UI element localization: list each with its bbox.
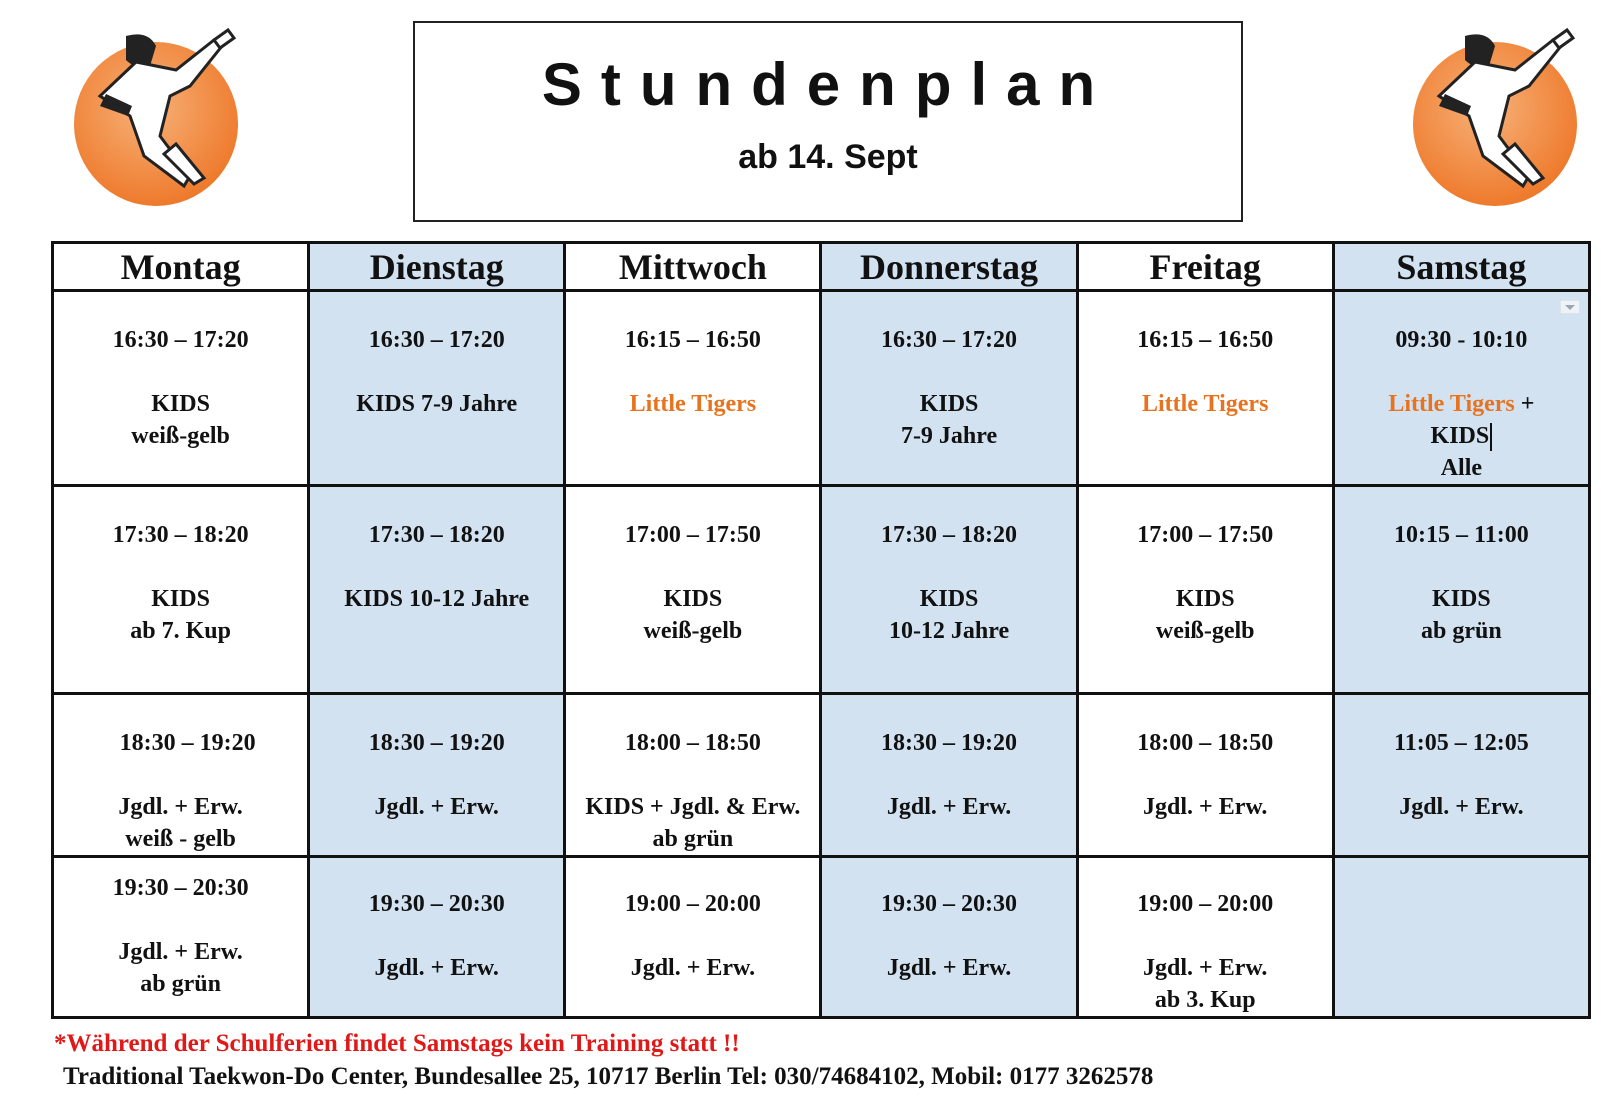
class-time: 18:00 – 18:50	[624, 730, 761, 756]
schedule-cell	[565, 694, 821, 857]
class-time: 11:05 – 12:05	[1394, 730, 1529, 756]
day-header-thursday: Donnerstag	[821, 243, 1077, 291]
class-name: KIDS	[919, 586, 979, 612]
class-time: 17:00 – 17:50	[1137, 522, 1274, 548]
schedule-cell	[1333, 486, 1589, 694]
schedule-cell	[565, 486, 821, 694]
class-level: weiß-gelb	[643, 618, 743, 644]
class-time: 18:00 – 18:50	[1137, 730, 1274, 756]
class-name: Jgdl. + Erw.	[1399, 794, 1524, 820]
plus-sign: +	[1514, 391, 1535, 417]
class-level: weiß-gelb	[131, 423, 230, 449]
class-name: KIDS 7-9 Jahre	[356, 391, 518, 417]
class-name: Little Tigers	[629, 391, 757, 417]
class-time: 17:30 – 18:20	[112, 522, 249, 548]
schedule-cell	[53, 857, 309, 1018]
title-box	[413, 21, 1243, 222]
class-time: 16:30 – 17:20	[881, 327, 1018, 353]
dropdown-arrow-icon[interactable]	[1560, 300, 1580, 314]
class-name: Jgdl. + Erw.	[886, 955, 1012, 981]
class-name: Jgdl. + Erw.	[1143, 955, 1268, 981]
class-name: Little Tigers	[1141, 391, 1269, 417]
schedule-cell	[821, 694, 1077, 857]
class-level: Alle	[1440, 455, 1483, 481]
class-name: Jgdl. + Erw.	[1143, 794, 1268, 820]
class-level: 10-12 Jahre	[888, 618, 1010, 644]
schedule-cell	[565, 857, 821, 1018]
logo-left	[66, 24, 246, 234]
class-name	[1335, 420, 1588, 452]
class-time: 17:30 – 18:20	[368, 522, 505, 548]
class-time: 16:15 – 16:50	[624, 327, 761, 353]
page-title: Stundenplan	[541, 51, 1115, 118]
page-subtitle: ab 14. Sept	[738, 138, 918, 176]
class-name: KIDS	[151, 391, 210, 417]
table-row	[53, 486, 1590, 694]
taekwondo-kicker-icon	[66, 24, 246, 234]
schedule-cell	[1333, 694, 1589, 857]
schedule-cell	[821, 857, 1077, 1018]
schedule-cell	[565, 291, 821, 486]
class-level: ab grün	[652, 826, 734, 852]
class-level: ab 3. Kup	[1154, 987, 1256, 1013]
table-row	[53, 857, 1590, 1018]
class-level: ab grün	[1421, 618, 1502, 644]
class-name: KIDS	[1432, 586, 1491, 612]
day-header-tuesday: Dienstag	[309, 243, 565, 291]
class-time: 19:30 – 20:30	[112, 875, 249, 901]
class-time: 16:15 – 16:50	[1137, 327, 1274, 353]
class-name: Jgdl. + Erw.	[630, 955, 756, 981]
schedule-cell	[821, 486, 1077, 694]
text-cursor	[1490, 423, 1492, 451]
class-level: 7-9 Jahre	[900, 423, 998, 449]
class-time: 16:30 – 17:20	[112, 327, 249, 353]
day-header-row	[53, 243, 1590, 291]
schedule-cell	[53, 694, 309, 857]
holiday-notice: *Während der Schulferien findet Samstags kein Training statt !!	[54, 1030, 740, 1057]
class-name: Jgdl. + Erw.	[886, 794, 1012, 820]
class-time: 19:00 – 20:00	[624, 891, 761, 917]
schedule-cell	[309, 486, 565, 694]
schedule-cell	[53, 291, 309, 486]
class-time: 19:30 – 20:30	[881, 891, 1018, 917]
class-time: 09:30 - 10:10	[1395, 327, 1528, 353]
taekwondo-kicker-icon	[1405, 24, 1585, 234]
class-time: 19:30 – 20:30	[368, 891, 505, 917]
class-name: KIDS	[919, 391, 979, 417]
schedule-cell	[53, 486, 309, 694]
class-name: Jgdl. + Erw.	[118, 939, 243, 965]
class-level: weiß-gelb	[1155, 618, 1255, 644]
class-name-combined	[1335, 388, 1588, 420]
day-header-friday: Freitag	[1077, 243, 1333, 291]
schedule-cell	[309, 694, 565, 857]
day-header-wednesday: Mittwoch	[565, 243, 821, 291]
schedule-cell	[309, 291, 565, 486]
class-level: ab grün	[140, 971, 221, 997]
class-time: 19:00 – 20:00	[1137, 891, 1274, 917]
class-name: KIDS	[1175, 586, 1235, 612]
kids-label: KIDS	[1430, 423, 1490, 449]
contact-address: Traditional Taekwon-Do Center, Bundesallee 25, 10717 Berlin Tel: 030/74684102, Mobil: 0177 3262578	[63, 1063, 1154, 1090]
class-name: KIDS	[151, 586, 210, 612]
little-tigers-label: Little Tigers	[1388, 391, 1515, 417]
class-name: Jgdl. + Erw.	[374, 955, 499, 981]
class-name: Jgdl. + Erw.	[374, 794, 499, 820]
schedule-cell-empty	[1333, 857, 1589, 1018]
schedule-cell	[1077, 291, 1333, 486]
class-time: 18:30 – 19:20	[368, 730, 505, 756]
class-name: KIDS 10-12 Jahre	[344, 586, 530, 612]
class-time: 17:00 – 17:50	[624, 522, 761, 548]
table-row	[53, 694, 1590, 857]
class-time: 10:15 – 11:00	[1394, 522, 1529, 548]
day-header-monday: Montag	[53, 243, 309, 291]
schedule-cell	[821, 291, 1077, 486]
day-header-saturday: Samstag	[1333, 243, 1589, 291]
schedule-cell	[1333, 291, 1589, 486]
table-row	[53, 291, 1590, 486]
class-level: weiß - gelb	[125, 826, 236, 852]
logo-right	[1405, 24, 1585, 234]
class-level: ab 7. Kup	[130, 618, 231, 644]
class-name: KIDS	[663, 586, 723, 612]
class-time: 18:30 – 19:20	[119, 730, 256, 756]
schedule-cell	[1077, 857, 1333, 1018]
class-name: KIDS + Jgdl. & Erw.	[585, 794, 801, 820]
class-name: Jgdl. + Erw.	[118, 794, 243, 820]
schedule-cell	[1077, 694, 1333, 857]
schedule-cell	[309, 857, 565, 1018]
schedule-table	[51, 241, 1591, 1019]
schedule-cell	[1077, 486, 1333, 694]
class-time: 16:30 – 17:20	[368, 327, 505, 353]
class-time: 18:30 – 19:20	[881, 730, 1018, 756]
class-time: 17:30 – 18:20	[881, 522, 1018, 548]
